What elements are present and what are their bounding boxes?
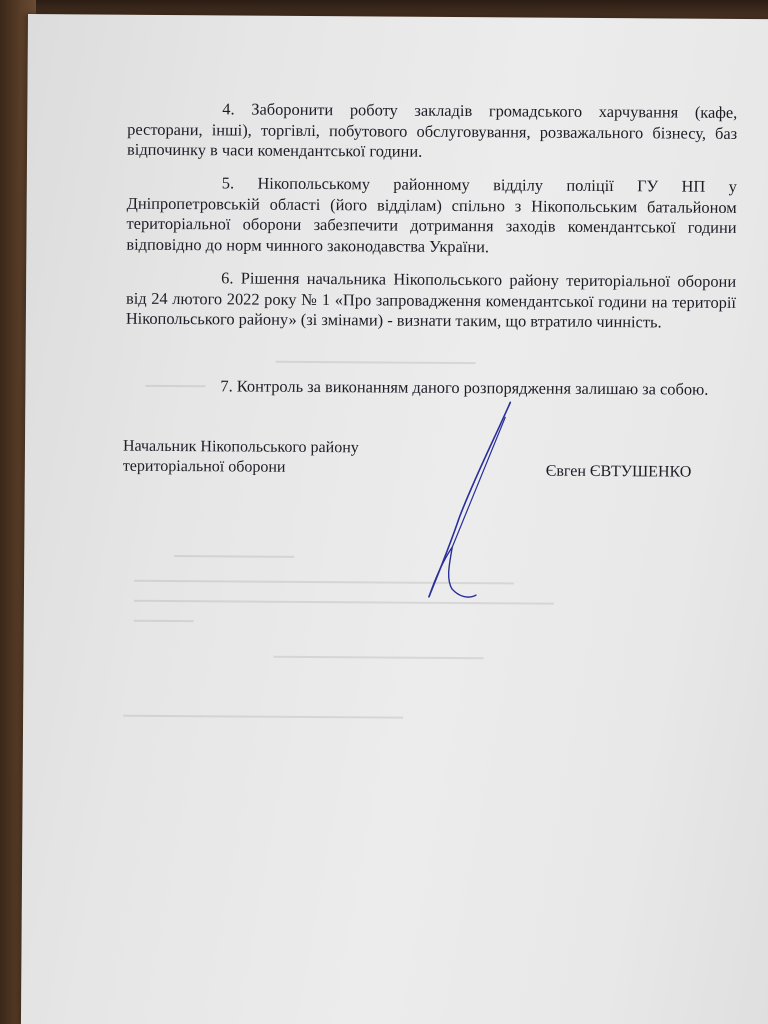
- paragraph-5-text: Нікопольському районному відділу поліції ГУ НП у Дніпропетровській області (його відділам) спільно з Нікопольським батальйоном територіальної оборони забезпечити дотримання заходів комендантської години відповідно до норм чинного законодавства України.: [126, 173, 737, 256]
- paragraph-4: [127, 99, 737, 165]
- handwritten-signature: [404, 397, 515, 608]
- signatory-title: [123, 437, 359, 479]
- document-page: [21, 14, 768, 1024]
- paragraph-6-text: Рішення начальника Нікопольського району територіальної оборони від 24 лютого 2022 року № 1 «Про запровадження комендантської години на території Нікопольського району» (зі змінами) - визнати таким, що втратило чинність.: [125, 268, 737, 332]
- signatory-title-line2: територіальної оборони: [122, 457, 286, 476]
- paragraph-6-number: 6.: [221, 268, 234, 288]
- paragraph-5-number: 5.: [221, 173, 235, 193]
- paragraph-6: [126, 268, 736, 334]
- paragraph-5: [126, 173, 737, 259]
- bleed-through-ghost-text: [21, 14, 768, 1024]
- paragraph-4-text: Заборонити роботу закладів громадського харчування (кафе, ресторани, інші), торгівлі, побутового обслуговування, розважального бізнесу, баз відпочинку в часи комендантської години.: [126, 99, 738, 161]
- paragraph-4-number: 4.: [222, 99, 235, 119]
- paragraph-7-number: 7.: [220, 376, 233, 396]
- signatory-title-line1: Начальник Нікопольського району: [122, 437, 359, 457]
- paragraph-7-text: Контроль за виконанням даного розпорядження залишаю за собою.: [236, 376, 709, 399]
- signatory-name: Євген ЄВТУШЕНКО: [545, 462, 692, 481]
